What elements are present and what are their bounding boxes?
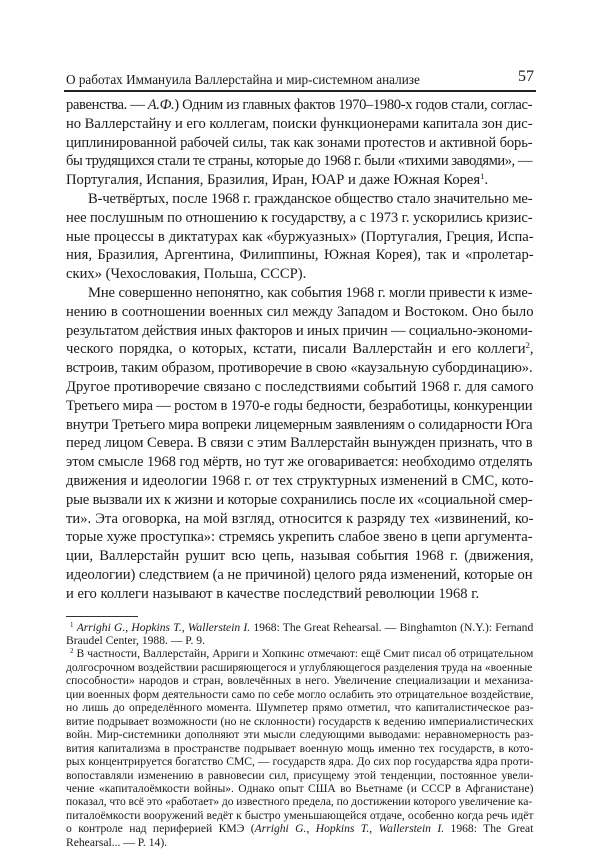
footnote-line	[66, 634, 534, 647]
footnote-line	[66, 755, 534, 768]
line-content	[66, 755, 533, 768]
line-content	[66, 359, 532, 378]
paragraph-line	[66, 453, 534, 472]
line-text: долгосрочном воздействии расширяющегося и углубляющегося разделения труда на «военные	[66, 660, 533, 674]
footnote-line	[66, 661, 534, 674]
line-text: Braudel Center, 1988. — P. 9.	[66, 633, 205, 647]
line-text: этом смысле 1968 год мёртв, но тут же оговаривается: необходимо отделять	[66, 454, 533, 471]
running-title: О работах Иммануила Валлерстайна и мир-системном анализе	[66, 72, 420, 87]
footnote-line	[66, 728, 534, 741]
italic-text: Arrighi G., Hopkins T., Wallerstein I.	[254, 822, 445, 836]
line-text: вития капитализма в пространстве подрывает военную мощь именно тех государств, в кото-	[66, 741, 534, 755]
footnote-line	[66, 674, 534, 687]
line-text: ния, Бразилия, Аргентина, Филиппины, Южная Корея), так и «пролетар-	[66, 247, 534, 264]
footnote-line	[66, 809, 534, 822]
line-text: ти». Эта оговорка, на мой взгляд, относится к разряду тех «извинений, ко-	[66, 510, 534, 527]
footnote-line	[66, 795, 534, 808]
paragraph-line	[66, 472, 534, 491]
line-text: В-четвёртых, после 1968 г. гражданское общество стало значительно ме-	[88, 190, 533, 207]
footnote-ref[interactable]: 2	[525, 340, 530, 351]
line-text: о контроле над периферией КМЭ (	[66, 822, 255, 836]
line-content	[66, 510, 533, 529]
line-text: Другое противоречие связано с последствиями событий 1968 г. для самого	[66, 378, 534, 395]
line-content	[66, 115, 533, 134]
paragraph-line	[66, 566, 534, 585]
line-content	[66, 822, 533, 835]
footnote-ref[interactable]: 1	[70, 620, 74, 629]
line-content	[66, 340, 534, 359]
paragraph-line	[66, 96, 534, 115]
line-content	[66, 96, 532, 115]
line-text: но лишь до определённого момента. Шумпетер прямо отметил, что капиталистическое раз-	[66, 701, 534, 715]
footnote-line	[66, 688, 534, 701]
line-text: вопоставляли изменению в равновесии сил, присущему этой тенденции, постоянное увели-	[66, 768, 534, 782]
footnote-line	[66, 647, 534, 660]
line-text: ные процессы в диктатурах как «буржуазных» (Португалия, Греция, Испа-	[66, 228, 534, 245]
footnote-line	[66, 742, 534, 755]
line-content	[66, 795, 532, 808]
line-text: В частности, Валлерстайн, Арриги и Хопкинс отмечают: ещё Смит писал об отрицательном	[73, 647, 534, 661]
footnote-divider	[66, 616, 138, 617]
running-header	[64, 70, 536, 92]
page-number: 57	[518, 68, 534, 85]
page-content	[66, 96, 534, 849]
main-text	[66, 96, 534, 604]
line-text: ции, Валлерстайн рушит всю цепь, называя события 1968 г. (движения,	[66, 548, 534, 565]
line-text: нению в соотношении военных сил между Западом и Востоком. Оно было	[66, 303, 534, 320]
footnote-line	[66, 769, 534, 782]
footnote-ref[interactable]: 2	[70, 647, 74, 656]
paragraph-line	[66, 209, 534, 228]
paragraph-line	[66, 284, 534, 303]
paragraph-line	[66, 228, 534, 247]
line-content	[66, 246, 534, 265]
line-content	[66, 782, 533, 795]
paragraph-line	[66, 528, 534, 547]
line-text: бы трудящихся стали те страны, которые до 1968 г. были «тихими заводями», —	[66, 153, 533, 170]
line-text: Третьего мира — ростом в 1970-е годы бедности, безработицы, конкуренции	[66, 397, 533, 414]
paragraph-line	[66, 303, 534, 322]
line-text: движения и идеологии 1968 г. от тех структурных изменений в СМС, кото-	[66, 472, 534, 489]
line-text: рых концентрируется богатство СМС, — государств ядра. До сих пор государства ядра проти-	[66, 755, 534, 769]
line-text: результатом действия иных факторов и иных причин — социально-экономи-	[66, 322, 533, 339]
line-text: показал, что всё это «работает» до известного предела, по достижении которого увеличение ка-	[66, 795, 533, 809]
line-content	[66, 397, 532, 416]
footnote-line	[66, 836, 534, 849]
line-content	[66, 769, 534, 782]
line-text: .	[484, 172, 489, 189]
line-content	[66, 491, 532, 510]
paragraph-line	[66, 190, 534, 209]
paragraph-line	[66, 115, 534, 134]
line-text: встроив, таким образом, противоречие в свою «каузальную субординацию».	[66, 360, 533, 377]
line-text: способности» народов и стран, вовлечённых в него. Увеличение специализации и механиза-	[66, 674, 534, 688]
line-content	[66, 152, 532, 171]
paragraph-line	[66, 416, 534, 435]
paragraph-line	[66, 134, 534, 153]
line-text: идеологии) следствием (а не причиной) целого ряда изменений, которые он	[66, 566, 533, 583]
line-text: питалоёмкости вооружений ведёт к быстро уменьшающейся отдаче, особенно когда речь идёт	[66, 808, 534, 822]
line-content	[66, 688, 533, 701]
line-text: рые вызвали их к жизни и которые сохранились после их «социальной смер-	[66, 491, 533, 508]
line-text: Португалия, Испания, Бразилия, Иран, ЮАР и даже Южная Корея	[66, 172, 481, 189]
line-text: ,	[529, 341, 534, 358]
line-content	[88, 190, 533, 209]
line-content	[66, 566, 533, 585]
italic-text: А.Ф.	[147, 97, 175, 113]
line-content	[70, 621, 533, 634]
line-text: 1968: The Great	[444, 822, 534, 836]
line-text: нее послушным по отношению к государству, а с 1973 г. ускорились кризис-	[66, 209, 533, 226]
line-text: войн. Мир-системники дополняют эти мысли следующими выводами: неравномерность раз-	[66, 728, 534, 742]
line-content	[66, 434, 533, 453]
line-content	[66, 472, 533, 491]
line-content	[66, 836, 167, 849]
line-content	[66, 265, 306, 284]
line-content	[66, 809, 534, 822]
line-content	[70, 647, 533, 660]
line-content	[66, 728, 534, 741]
line-content	[66, 453, 533, 472]
paragraph-line	[66, 378, 534, 397]
line-content	[66, 134, 532, 153]
line-text: ) Одним из главных фактов 1970–1980-х годов стали, соглас-	[174, 97, 533, 113]
paragraph-line	[66, 397, 534, 416]
footnote-line	[66, 782, 534, 795]
line-text: ции военных форм деятельности само по себе могло ослабить это отрицательное воздействие,	[66, 687, 534, 701]
paragraph-line	[66, 265, 534, 284]
line-content	[66, 322, 532, 341]
line-text: внутри Третьего мира вопреки лицемерным заявлениям о солидарности Юга	[66, 416, 533, 433]
footnote-line	[66, 822, 534, 835]
italic-text: Arrighi G., Hopkins T., Wallerstein I.	[76, 620, 251, 634]
line-text: витие подрывает возможности (но не склонности) государств к ведению империалистических	[66, 714, 534, 728]
paragraph-line	[66, 359, 534, 378]
line-content	[66, 715, 534, 728]
footnote-line	[66, 715, 534, 728]
line-content	[66, 701, 534, 714]
paragraph-line	[66, 246, 534, 265]
paragraph-line	[66, 510, 534, 529]
paragraph-line	[66, 340, 534, 359]
line-text: торые хуже проступка»: стремясь укрепить слабое звено в цепи аргумента-	[66, 529, 533, 546]
line-content	[66, 303, 534, 322]
line-text: 1968: The Great Rehearsal. — Binghamton (N.Y.): Fernand	[250, 620, 534, 634]
line-content	[66, 378, 534, 397]
line-text: циплинированной рабочей силы, так как зонами протестов и активной борь-	[66, 134, 533, 151]
line-content	[66, 547, 534, 566]
line-content	[66, 661, 532, 674]
paragraph-line	[66, 152, 534, 171]
line-content	[66, 228, 534, 247]
line-text: Rehearsal... — P. 14).	[66, 835, 168, 849]
footnote-ref[interactable]: 1	[480, 170, 485, 181]
line-text: перед лицом Севера. В связи с этим Валлерстайн вынужден признать, что в	[66, 435, 533, 452]
line-content	[66, 416, 532, 435]
line-text: Мне совершенно непонятно, как события 1968 г. могли привести к изме-	[88, 284, 533, 301]
paragraph-line	[66, 547, 534, 566]
paragraph-line	[66, 322, 534, 341]
line-text: чение «капиталоёмкости войны». Однако опыт США во Вьетнаме (и СССР в Афганистане)	[66, 781, 534, 795]
line-content	[66, 209, 532, 228]
paragraph-line	[66, 434, 534, 453]
paragraph-line	[66, 585, 534, 604]
line-content	[88, 284, 533, 303]
line-content	[66, 674, 534, 687]
paragraph-line	[66, 491, 534, 510]
paragraph-line	[66, 171, 534, 190]
line-content	[66, 742, 533, 755]
line-text: ческого порядка, о которых, кстати, писали Валлерстайн и его коллеги	[66, 341, 526, 358]
line-text: равенства. —	[66, 97, 148, 113]
line-text: но Валлерстайну и его коллегам, поиски функционерами капитала зон дис-	[66, 115, 533, 132]
footnote-line	[66, 701, 534, 714]
line-content	[66, 528, 533, 547]
footnote-line	[66, 621, 534, 634]
line-content	[66, 634, 205, 647]
line-content	[66, 171, 488, 190]
line-text: ских» (Чехословакия, Польша, СССР).	[66, 266, 307, 283]
line-content	[66, 585, 479, 604]
footnotes	[66, 621, 534, 850]
line-text: и его коллеги называют в качестве последствий революции 1968 г.	[66, 585, 480, 602]
